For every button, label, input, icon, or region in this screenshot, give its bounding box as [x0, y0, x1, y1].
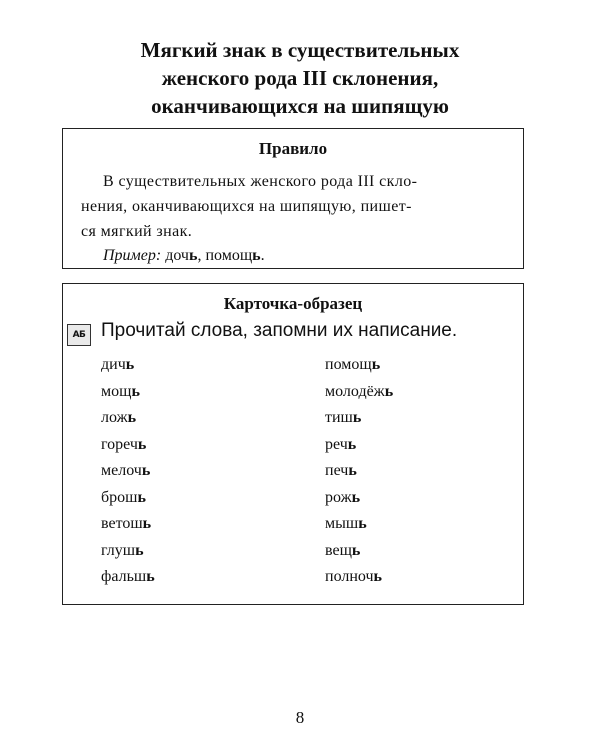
- word-item: глушь: [101, 541, 144, 559]
- rule-text-line: ся мягкий знак.: [81, 223, 193, 240]
- rule-text-line: В существительных женского рода III скло-: [103, 173, 418, 190]
- title-line: Мягкий знак в существительных: [140, 38, 460, 62]
- rule-text-line: нения, оканчивающихся на шипящую, пишет-: [81, 198, 412, 215]
- word-item: полночь: [325, 568, 382, 585]
- word-item: печь: [325, 462, 357, 479]
- rule-text: [81, 169, 505, 244]
- word-item: мелочь: [101, 462, 151, 479]
- card-heading: Карточка-образец: [223, 294, 363, 313]
- rule-heading: Правило: [258, 139, 328, 158]
- word-item: помощь: [325, 356, 381, 373]
- example-word: дочь: [165, 247, 198, 264]
- page-title: [40, 36, 560, 120]
- word-item: вещь: [325, 541, 361, 559]
- sample-card: [62, 283, 524, 605]
- word-item: фальшь: [101, 568, 155, 585]
- word-item: молодёжь: [325, 382, 394, 400]
- word-item: мышь: [325, 515, 367, 532]
- example-word: помощь: [205, 247, 261, 264]
- word-item: ветошь: [101, 515, 152, 532]
- task-instruction: Прочитай слова, запомни их написание.: [101, 320, 458, 341]
- rule-box: [62, 128, 524, 269]
- word-item: брошь: [101, 488, 146, 506]
- word-item: ложь: [101, 409, 137, 426]
- page-number: 8: [295, 708, 305, 727]
- word-item: рожь: [325, 488, 361, 506]
- title-line: женского рода III склонения,: [161, 66, 439, 90]
- example-label: Пример:: [103, 247, 162, 264]
- alphabet-icon: АБ: [67, 324, 91, 346]
- word-item: дичь: [101, 356, 135, 373]
- word-item: речь: [325, 435, 357, 453]
- word-item: мощь: [101, 382, 140, 400]
- rule-example: Пример: дочь, помощь.: [103, 247, 265, 264]
- word-item: тишь: [325, 409, 362, 426]
- word-item: горечь: [101, 435, 147, 453]
- title-line: оканчивающихся на шипящую: [151, 94, 449, 118]
